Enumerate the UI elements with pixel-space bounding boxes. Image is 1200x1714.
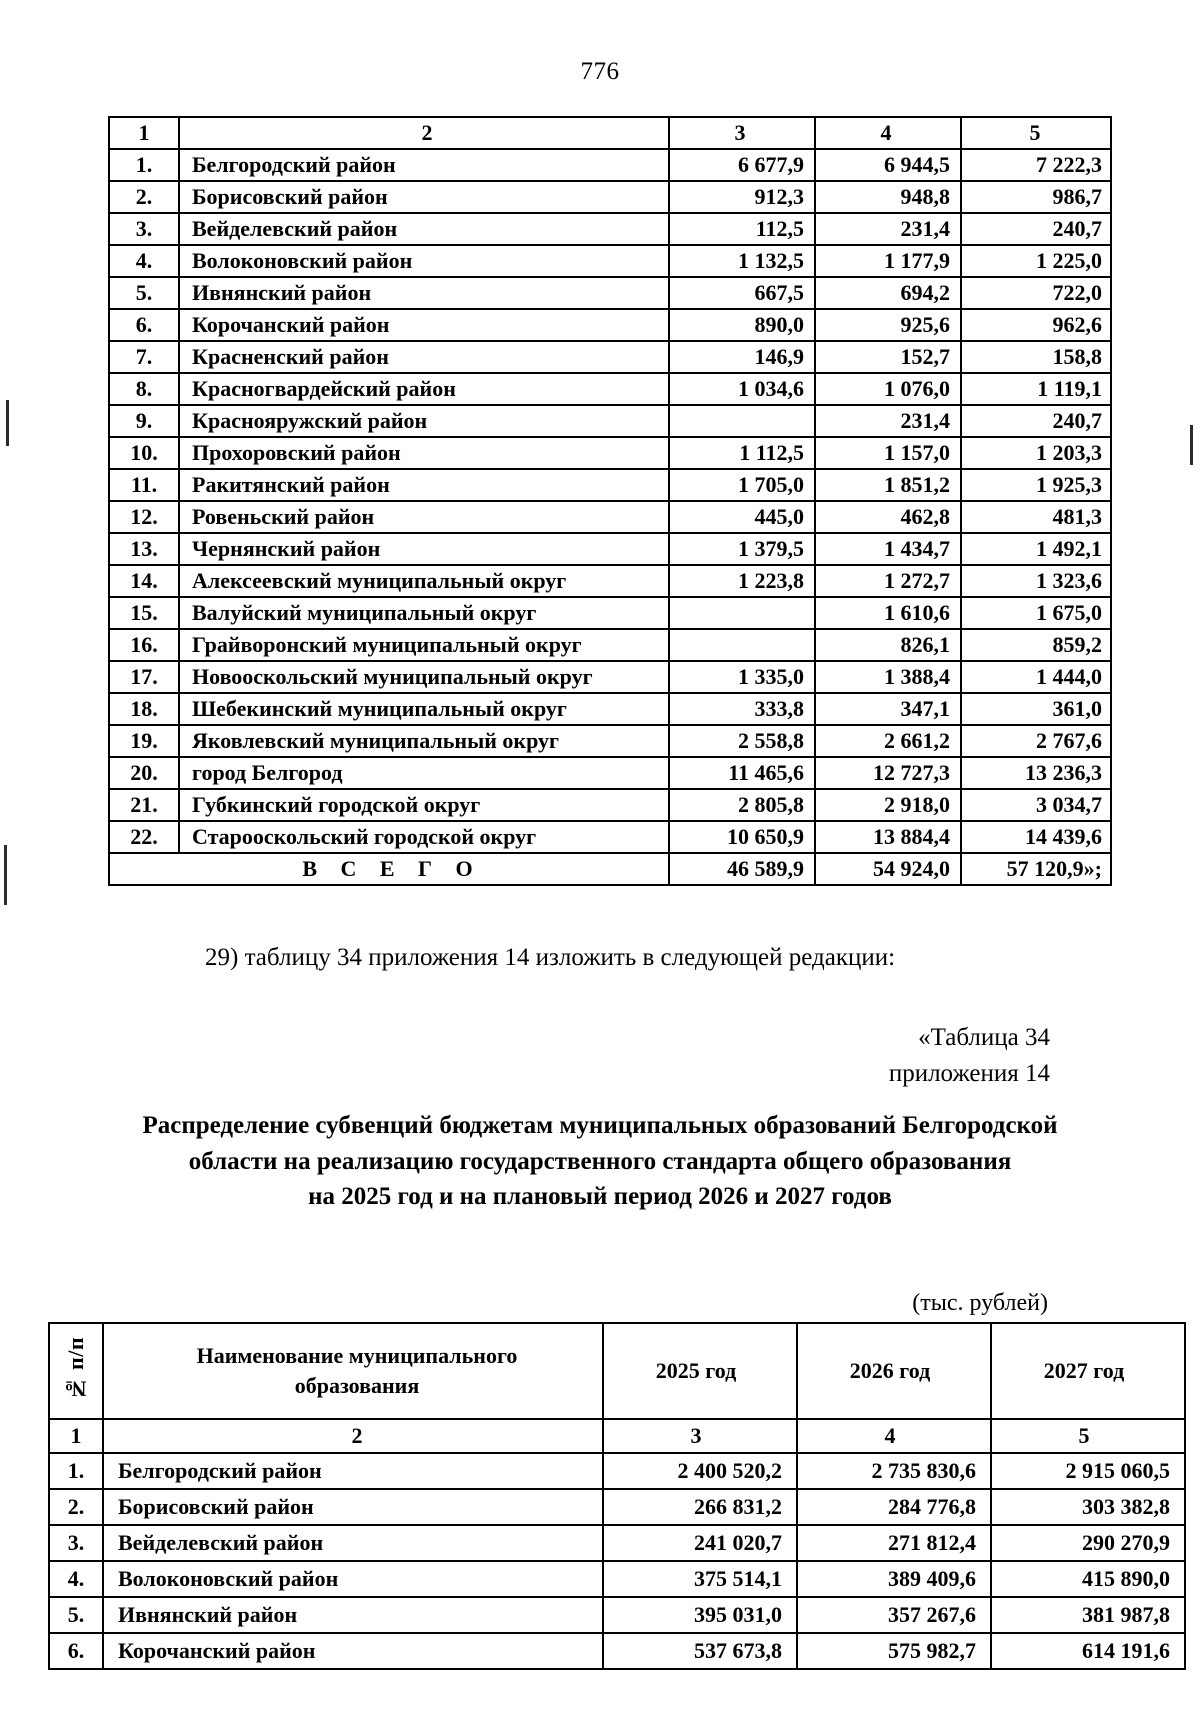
- municipality-name: Волоконовский район: [179, 245, 669, 277]
- table-row: [109, 533, 1111, 565]
- column-header-4: 4: [797, 1419, 991, 1453]
- row-index: 17.: [109, 661, 179, 693]
- column-header-4: 4: [815, 117, 961, 149]
- value-col-4: 1 434,7: [815, 533, 961, 565]
- municipality-name: Валуйский муниципальный округ: [179, 597, 669, 629]
- row-index: 21.: [109, 789, 179, 821]
- value-col-3: 1 034,6: [669, 373, 815, 405]
- value-col-3: 912,3: [669, 181, 815, 213]
- table-row: [109, 597, 1111, 629]
- value-col-3: 146,9: [669, 341, 815, 373]
- value-col-5: 1 225,0: [961, 245, 1111, 277]
- municipality-name: Вейделевский район: [103, 1525, 603, 1561]
- column-header-5: 5: [991, 1419, 1185, 1453]
- value-2027: 614 191,6: [991, 1633, 1185, 1669]
- municipality-name: Старооскольский городской округ: [179, 821, 669, 853]
- value-col-5: 7 222,3: [961, 149, 1111, 181]
- table-row: [109, 629, 1111, 661]
- value-col-3: 6 677,9: [669, 149, 815, 181]
- units-note: (тыс. рублей): [912, 1290, 1048, 1316]
- value-col-5: 481,3: [961, 501, 1111, 533]
- row-index: 9.: [109, 405, 179, 437]
- value-col-3: 667,5: [669, 277, 815, 309]
- header-row-number-label: № п/п: [63, 1336, 89, 1402]
- municipality-name: Корочанский район: [179, 309, 669, 341]
- value-col-3: [669, 405, 815, 437]
- row-index: 14.: [109, 565, 179, 597]
- row-index: 4.: [109, 245, 179, 277]
- municipality-name: Алексеевский муниципальный округ: [179, 565, 669, 597]
- value-col-3: 890,0: [669, 309, 815, 341]
- title-line-3: на 2025 год и на плановый период 2026 и 2027 годов: [308, 1183, 892, 1210]
- value-col-5: 3 034,7: [961, 789, 1111, 821]
- municipality-name: Ивнянский район: [179, 277, 669, 309]
- value-col-4: 1 177,9: [815, 245, 961, 277]
- margin-artifact-right: [1190, 425, 1193, 465]
- row-index: 20.: [109, 757, 179, 789]
- total-col-5: 57 120,9»;: [961, 853, 1111, 885]
- table-row: [109, 821, 1111, 853]
- value-col-3: 10 650,9: [669, 821, 815, 853]
- table-row: [49, 1453, 1185, 1489]
- column-header-3: 3: [669, 117, 815, 149]
- table-row: [109, 725, 1111, 757]
- column-header-2: 2: [103, 1419, 603, 1453]
- value-2026: 357 267,6: [797, 1597, 991, 1633]
- header-year-2025: 2025 год: [603, 1323, 797, 1419]
- value-col-5: 14 439,6: [961, 821, 1111, 853]
- row-index: 2.: [109, 181, 179, 213]
- header-year-2026: 2026 год: [797, 1323, 991, 1419]
- table-row: [49, 1489, 1185, 1525]
- value-col-3: 1 132,5: [669, 245, 815, 277]
- row-index: 2.: [49, 1489, 103, 1525]
- value-col-4: 6 944,5: [815, 149, 961, 181]
- value-col-3: 112,5: [669, 213, 815, 245]
- table-row: [49, 1633, 1185, 1669]
- value-col-4: 1 157,0: [815, 437, 961, 469]
- table-row-total: [109, 853, 1111, 885]
- value-col-5: 158,8: [961, 341, 1111, 373]
- value-col-3: 1 112,5: [669, 437, 815, 469]
- municipality-name: город Белгород: [179, 757, 669, 789]
- value-2026: 284 776,8: [797, 1489, 991, 1525]
- paragraph-29: 29) таблицу 34 приложения 14 изложить в следующей редакции:: [205, 944, 896, 971]
- row-index: 15.: [109, 597, 179, 629]
- row-index: 13.: [109, 533, 179, 565]
- municipality-name: Вейделевский район: [179, 213, 669, 245]
- value-2026: 389 409,6: [797, 1561, 991, 1597]
- municipality-name: Губкинский городской округ: [179, 789, 669, 821]
- value-col-4: 231,4: [815, 405, 961, 437]
- row-index: 22.: [109, 821, 179, 853]
- subsidy-table-continued: [108, 116, 1112, 886]
- municipality-name: Красногвардейский район: [179, 373, 669, 405]
- value-col-3: 1 223,8: [669, 565, 815, 597]
- row-index: 19.: [109, 725, 179, 757]
- table-row: [109, 277, 1111, 309]
- value-2027: 2 915 060,5: [991, 1453, 1185, 1489]
- value-col-5: 1 444,0: [961, 661, 1111, 693]
- value-col-4: 1 610,6: [815, 597, 961, 629]
- value-col-5: 13 236,3: [961, 757, 1111, 789]
- header-name-line-1: Наименование муниципального: [196, 1343, 518, 1369]
- table-row: [109, 693, 1111, 725]
- row-index: 6.: [109, 309, 179, 341]
- value-col-5: 1 323,6: [961, 565, 1111, 597]
- municipality-name: Чернянский район: [179, 533, 669, 565]
- table-row: [109, 149, 1111, 181]
- value-col-3: 11 465,6: [669, 757, 815, 789]
- row-index: 7.: [109, 341, 179, 373]
- value-2025: 2 400 520,2: [603, 1453, 797, 1489]
- value-col-4: 826,1: [815, 629, 961, 661]
- row-index: 16.: [109, 629, 179, 661]
- value-col-3: 333,8: [669, 693, 815, 725]
- margin-artifact-left-lower: [4, 845, 7, 905]
- table-header-row: [49, 1323, 1185, 1419]
- table-2-title: [0, 1108, 1200, 1215]
- header-row-number: [49, 1323, 103, 1419]
- municipality-name: Белгородский район: [103, 1453, 603, 1489]
- table-row: [109, 565, 1111, 597]
- row-index: 3.: [49, 1525, 103, 1561]
- value-col-4: 1 076,0: [815, 373, 961, 405]
- header-year-2027: 2027 год: [991, 1323, 1185, 1419]
- title-line-2: области на реализацию государственного стандарта общего образования: [188, 1147, 1012, 1175]
- value-col-5: 962,6: [961, 309, 1111, 341]
- value-2027: 290 270,9: [991, 1525, 1185, 1561]
- row-index: 4.: [49, 1561, 103, 1597]
- row-index: 1.: [49, 1453, 103, 1489]
- value-col-5: 986,7: [961, 181, 1111, 213]
- value-col-4: 1 272,7: [815, 565, 961, 597]
- value-col-4: 1 851,2: [815, 469, 961, 501]
- value-col-3: 1 705,0: [669, 469, 815, 501]
- value-2026: 2 735 830,6: [797, 1453, 991, 1489]
- value-col-5: 1 492,1: [961, 533, 1111, 565]
- municipality-name: Белгородский район: [179, 149, 669, 181]
- table-row-column-numbers: [109, 117, 1111, 149]
- value-2027: 381 987,8: [991, 1597, 1185, 1633]
- municipality-name: Борисовский район: [103, 1489, 603, 1525]
- value-col-5: 1 119,1: [961, 373, 1111, 405]
- value-col-4: 347,1: [815, 693, 961, 725]
- row-index: 5.: [49, 1597, 103, 1633]
- table-row: [109, 501, 1111, 533]
- value-2025: 266 831,2: [603, 1489, 797, 1525]
- municipality-name: Краснояружский район: [179, 405, 669, 437]
- value-col-3: 445,0: [669, 501, 815, 533]
- row-index: 5.: [109, 277, 179, 309]
- value-col-3: [669, 629, 815, 661]
- value-col-3: 2 558,8: [669, 725, 815, 757]
- row-index: 18.: [109, 693, 179, 725]
- municipality-name: Грайворонский муниципальный округ: [179, 629, 669, 661]
- value-col-4: 12 727,3: [815, 757, 961, 789]
- table-2-container: [48, 1322, 1186, 1670]
- table-row: [109, 469, 1111, 501]
- table-row: [109, 245, 1111, 277]
- table-row: [109, 213, 1111, 245]
- value-col-5: 722,0: [961, 277, 1111, 309]
- caption-line-1: «Таблица 34: [918, 1024, 1050, 1051]
- table-row-column-numbers: [49, 1419, 1185, 1453]
- municipality-name: Новооскольский муниципальный округ: [179, 661, 669, 693]
- caption-line-2: приложения 14: [888, 1060, 1050, 1088]
- value-col-3: 1 379,5: [669, 533, 815, 565]
- row-index: 11.: [109, 469, 179, 501]
- value-col-5: 240,7: [961, 405, 1111, 437]
- municipality-name: Красненский район: [179, 341, 669, 373]
- row-index: 8.: [109, 373, 179, 405]
- value-col-5: 859,2: [961, 629, 1111, 661]
- municipality-name: Яковлевский муниципальный округ: [179, 725, 669, 757]
- municipality-name: Корочанский район: [103, 1633, 603, 1669]
- value-col-5: 240,7: [961, 213, 1111, 245]
- value-col-5: 361,0: [961, 693, 1111, 725]
- row-index: 1.: [109, 149, 179, 181]
- column-header-2: 2: [179, 117, 669, 149]
- table-caption-block: [889, 1020, 1050, 1093]
- value-col-4: 2 661,2: [815, 725, 961, 757]
- value-2025: 241 020,7: [603, 1525, 797, 1561]
- total-col-3: 46 589,9: [669, 853, 815, 885]
- education-subvention-table: [48, 1322, 1186, 1670]
- municipality-name: Прохоровский район: [179, 437, 669, 469]
- value-2027: 303 382,8: [991, 1489, 1185, 1525]
- total-col-4: 54 924,0: [815, 853, 961, 885]
- municipality-name: Волоконовский район: [103, 1561, 603, 1597]
- table-row: [109, 437, 1111, 469]
- value-col-3: 1 335,0: [669, 661, 815, 693]
- table-row: [109, 373, 1111, 405]
- title-line-1: Распределение субвенций бюджетам муниципальных образований Белгородской: [142, 1112, 1058, 1139]
- municipality-name: Борисовский район: [179, 181, 669, 213]
- header-name-line-2: образования: [294, 1373, 420, 1398]
- value-2026: 271 812,4: [797, 1525, 991, 1561]
- row-index: 12.: [109, 501, 179, 533]
- column-header-5: 5: [961, 117, 1111, 149]
- value-col-4: 462,8: [815, 501, 961, 533]
- table-row: [109, 309, 1111, 341]
- value-col-4: 1 388,4: [815, 661, 961, 693]
- value-col-4: 925,6: [815, 309, 961, 341]
- column-header-1: 1: [109, 117, 179, 149]
- table-row: [109, 789, 1111, 821]
- value-col-5: 1 203,3: [961, 437, 1111, 469]
- header-municipality-name: [103, 1323, 603, 1419]
- column-header-1: 1: [49, 1419, 103, 1453]
- table-1-container: [108, 116, 1112, 886]
- table-row: [49, 1597, 1185, 1633]
- value-2025: 395 031,0: [603, 1597, 797, 1633]
- page-number: 776: [580, 58, 620, 85]
- value-col-4: 13 884,4: [815, 821, 961, 853]
- value-2027: 415 890,0: [991, 1561, 1185, 1597]
- row-index: 10.: [109, 437, 179, 469]
- municipality-name: Шебекинский муниципальный округ: [179, 693, 669, 725]
- margin-artifact-left-upper: [6, 400, 9, 446]
- value-col-3: [669, 597, 815, 629]
- value-col-4: 231,4: [815, 213, 961, 245]
- total-label: В С Е Г О: [109, 853, 669, 885]
- column-header-3: 3: [603, 1419, 797, 1453]
- municipality-name: Ивнянский район: [103, 1597, 603, 1633]
- value-2025: 537 673,8: [603, 1633, 797, 1669]
- table-row: [49, 1525, 1185, 1561]
- value-col-4: 694,2: [815, 277, 961, 309]
- value-col-5: 1 925,3: [961, 469, 1111, 501]
- municipality-name: Ракитянский район: [179, 469, 669, 501]
- municipality-name: Ровеньский район: [179, 501, 669, 533]
- row-index: 3.: [109, 213, 179, 245]
- table-row: [109, 181, 1111, 213]
- value-col-3: 2 805,8: [669, 789, 815, 821]
- table-row: [109, 661, 1111, 693]
- row-index: 6.: [49, 1633, 103, 1669]
- value-2025: 375 514,1: [603, 1561, 797, 1597]
- value-col-4: 152,7: [815, 341, 961, 373]
- value-col-4: 2 918,0: [815, 789, 961, 821]
- value-2026: 575 982,7: [797, 1633, 991, 1669]
- value-col-4: 948,8: [815, 181, 961, 213]
- table-row: [109, 405, 1111, 437]
- value-col-5: 1 675,0: [961, 597, 1111, 629]
- table-row: [109, 341, 1111, 373]
- table-row: [49, 1561, 1185, 1597]
- table-row: [109, 757, 1111, 789]
- value-col-5: 2 767,6: [961, 725, 1111, 757]
